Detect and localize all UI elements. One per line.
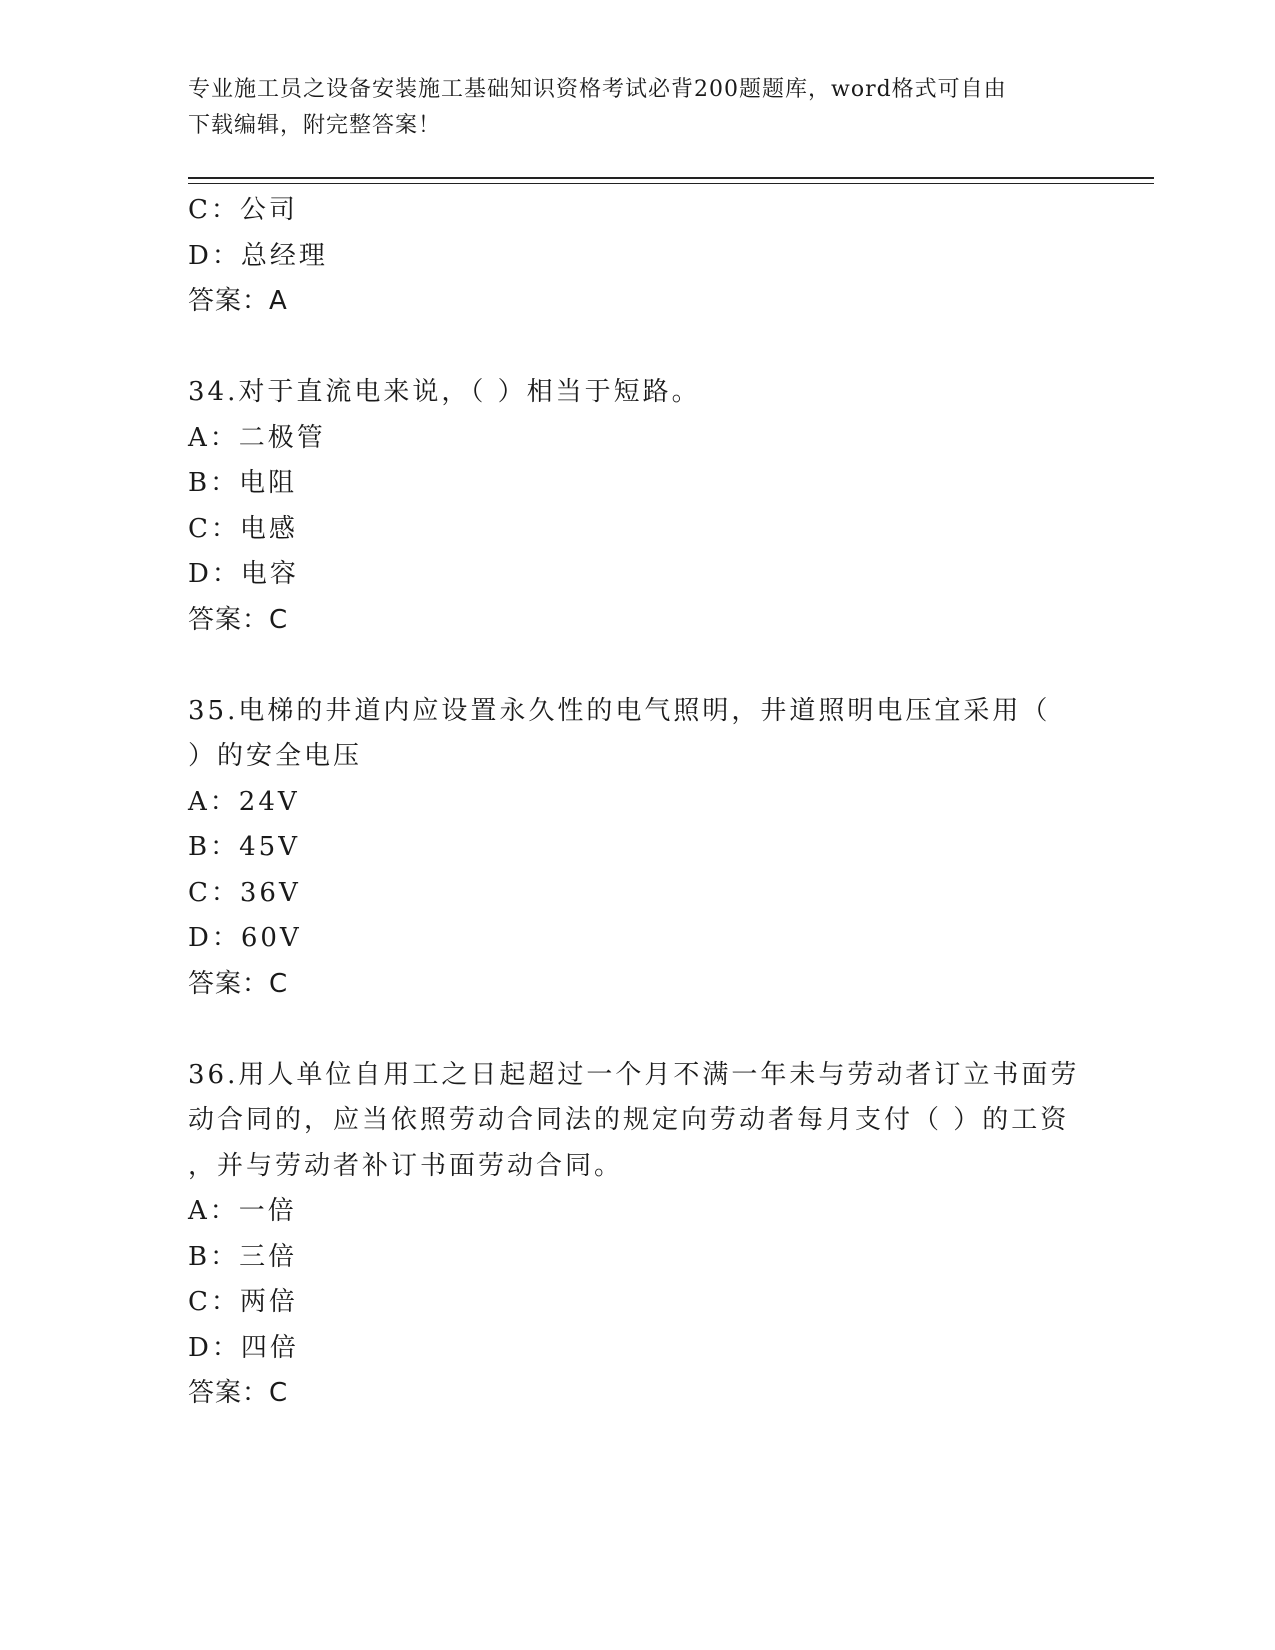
spacer bbox=[188, 1007, 1088, 1053]
answer-line: 答案：C bbox=[188, 604, 289, 635]
header-divider-thin bbox=[188, 183, 1154, 184]
option-d: D：电容 bbox=[188, 559, 299, 589]
option-c: C：电感 bbox=[188, 513, 298, 544]
header-divider-thick bbox=[188, 177, 1154, 179]
question-text-line-3: ，并与劳动者补订书面劳动合同。 bbox=[188, 1150, 624, 1181]
option-b: B：三倍 bbox=[188, 1241, 298, 1272]
option-c: C：两倍 bbox=[188, 1287, 298, 1317]
question-35 bbox=[188, 689, 1088, 1008]
question-text-line-1: 35.电梯的井道内应设置永久性的电气照明，井道照明电压宜采用（ bbox=[188, 695, 1051, 726]
answer-line: 答案：C bbox=[188, 1378, 289, 1408]
option-d: D：60V bbox=[188, 923, 302, 953]
answer-line: 答案：A bbox=[188, 286, 288, 316]
option-d: D：总经理 bbox=[188, 240, 328, 271]
option-a: A：一倍 bbox=[188, 1196, 297, 1226]
spacer bbox=[188, 643, 1088, 689]
question-34 bbox=[188, 370, 1088, 643]
option-c: C：36V bbox=[188, 877, 301, 908]
option-d: D：四倍 bbox=[188, 1332, 299, 1363]
question-text-line-1: 36.用人单位自用工之日起超过一个月不满一年未与劳动者订立书面劳 bbox=[188, 1059, 1080, 1090]
prev-question-tail bbox=[188, 188, 1088, 325]
header-line-2: 下载编辑，附完整答案！ bbox=[188, 113, 442, 138]
option-b: B：45V bbox=[188, 832, 300, 862]
header-line-1: 专业施工员之设备安装施工基础知识资格考试必背200题题库，word格式可自由 bbox=[188, 77, 1007, 102]
spacer bbox=[188, 325, 1088, 371]
option-c: C：公司 bbox=[188, 195, 298, 225]
option-b: B：电阻 bbox=[188, 468, 298, 498]
question-36 bbox=[188, 1053, 1088, 1417]
option-a: A：24V bbox=[188, 786, 300, 817]
page-header bbox=[188, 72, 1068, 144]
question-list bbox=[188, 188, 1088, 1417]
question-text: 34.对于直流电来说，（ ）相当于短路。 bbox=[188, 377, 701, 407]
answer-line: 答案：C bbox=[188, 968, 289, 999]
question-text-line-2: ）的安全电压 bbox=[188, 741, 363, 771]
option-a: A：二极管 bbox=[188, 422, 326, 453]
question-text-line-2: 动合同的，应当依照劳动合同法的规定向劳动者每月支付（ ）的工资 bbox=[188, 1105, 1070, 1135]
